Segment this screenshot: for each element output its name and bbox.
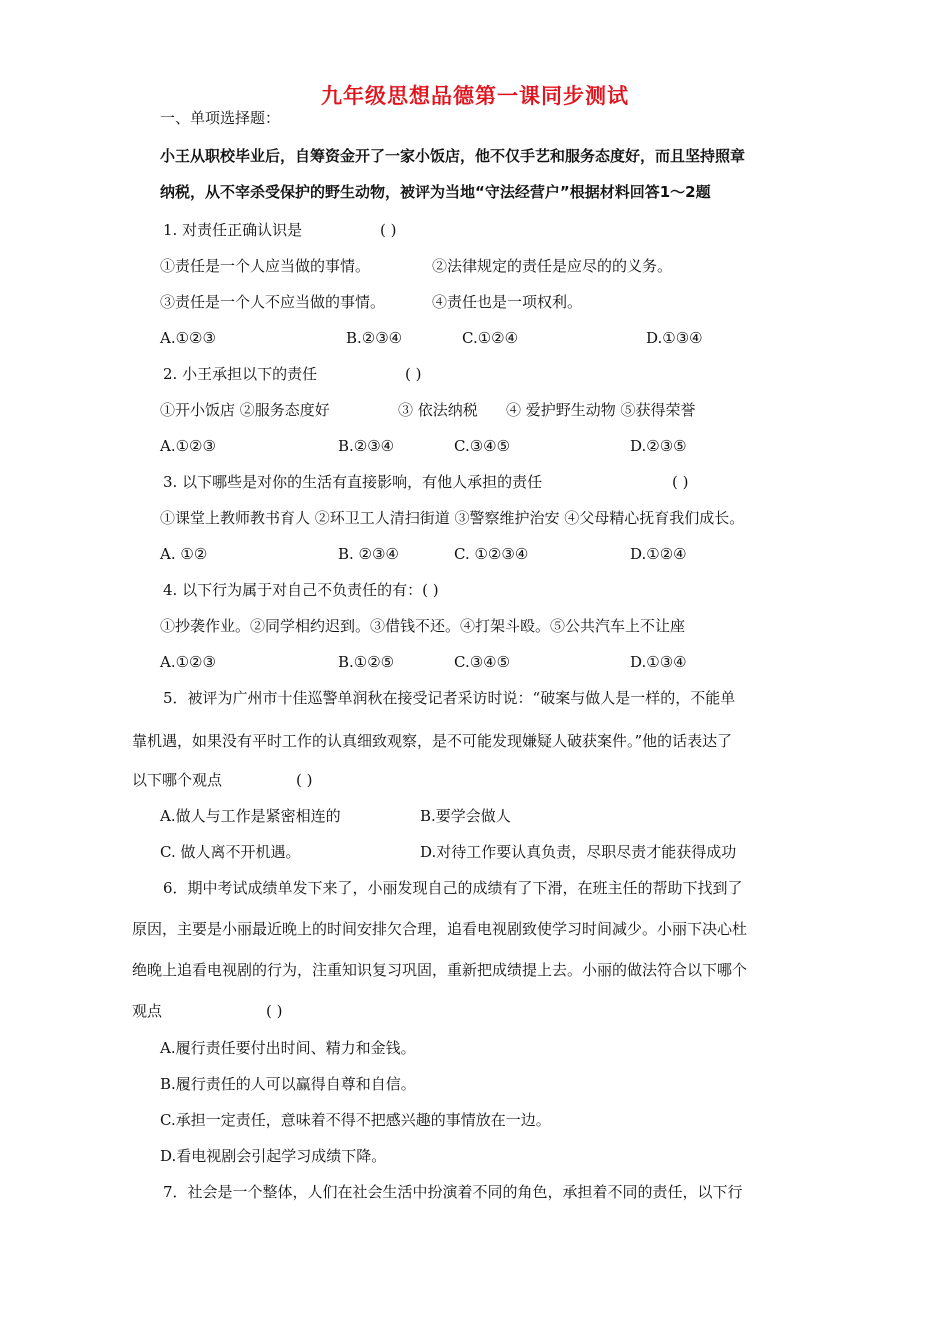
q3-answer-blank: ( ) [672,473,689,491]
q1-statement-1: ①责任是一个人应当做的事情。 [160,257,371,275]
q6-option-c: C.承担一定责任，意味着不得不把感兴趣的事情放在一边。 [160,1111,551,1129]
q2-statement-2: ③ 依法纳税 [398,401,478,419]
q3-option-d: D.①②④ [630,545,687,563]
q3-stem: 3. 以下哪些是对你的生活有直接影响，有他人承担的责任 [163,473,543,491]
q2-option-c: C.③④⑤ [454,437,511,455]
section-heading: 一、单项选择题： [160,109,281,127]
q1-statement-4: ④责任也是一项权利。 [432,293,583,311]
q1-answer-blank: ( ) [380,221,397,239]
q3-option-b: B. ②③④ [338,545,399,563]
q5-option-b: B.要学会做人 [420,807,511,825]
q5-line-2: 靠机遇，如果没有平时工作的认真细致观察，是不可能发现嫌疑人破获案件。”他的话表达了 [132,732,733,750]
q6-line-1: 6．期中考试成绩单发下来了，小丽发现自己的成绩有了下滑，在班主任的帮助下找到了 [163,879,743,897]
q5-answer-blank: ( ) [296,771,313,789]
q4-stem: 4. 以下行为属于对自己不负责任的有：( ) [163,581,439,599]
q1-option-d: D.①③④ [646,329,703,347]
q1-option-a: A.①②③ [160,329,216,347]
q4-option-d: D.①③④ [630,653,687,671]
q6-option-a: A.履行责任要付出时间、精力和金钱。 [160,1039,416,1057]
q1-option-b: B.②③④ [346,329,403,347]
q2-option-a: A.①②③ [160,437,216,455]
q5-option-a: A.做人与工作是紧密相连的 [160,807,341,825]
q6-line-2: 原因，主要是小丽最近晚上的时间安排欠合理，追看电视剧致使学习时间减少。小丽下决心杜 [132,920,748,938]
q4-option-a: A.①②③ [160,653,216,671]
q3-option-a: A. ①② [160,545,208,563]
q2-statement-1: ①开小饭店 ②服务态度好 [160,401,330,419]
q2-answer-blank: ( ) [405,365,422,383]
q2-option-d: D.②③⑤ [630,437,687,455]
q3-statements: ①课堂上教师教书育人 ②环卫工人清扫街道 ③警察维护治安 ④父母精心抚育我们成长。 [160,509,745,527]
q5-line-1: 5．被评为广州市十佳巡警单润秋在接受记者采访时说：“破案与做人是一样的，不能单 [163,689,736,707]
q7-line-1: 7．社会是一个整体，人们在社会生活中扮演着不同的角色，承担着不同的责任，以下行 [163,1183,743,1201]
q6-line-4: 观点 [132,1002,163,1020]
q6-option-b: B.履行责任的人可以赢得自尊和自信。 [160,1075,416,1093]
material-line-1: 小王从职校毕业后，自筹资金开了一家小饭店，他不仅手艺和服务态度好，而且坚持照章 [160,147,746,165]
q1-statement-3: ③责任是一个人不应当做的事情。 [160,293,386,311]
q1-option-c: C.①②④ [462,329,519,347]
page-title: 九年级思想品德第一课同步测试 [321,84,629,108]
q1-stem: 1. 对责任正确认识是 [163,221,303,239]
q6-line-3: 绝晚上追看电视剧的行为，注重知识复习巩固，重新把成绩提上去。小丽的做法符合以下哪个 [132,961,748,979]
material-line-2: 纳税，从不宰杀受保护的野生动物，被评为当地“守法经营户”根据材料回答1～2题 [160,183,711,201]
q5-line-3: 以下哪个观点 [132,771,223,789]
q6-answer-blank: ( ) [266,1002,283,1020]
q5-option-d: D.对待工作要认真负责，尽职尽责才能获得成功 [420,843,737,861]
q6-option-d: D.看电视剧会引起学习成绩下降。 [160,1147,387,1165]
q2-statement-3: ④ 爱护野生动物 ⑤获得荣誉 [506,401,696,419]
q4-statements: ①抄袭作业。②同学相约迟到。③借钱不还。④打架斗殴。⑤公共汽车上不让座 [160,617,686,635]
q5-option-c: C. 做人离不开机遇。 [160,843,301,861]
q3-option-c: C. ①②③④ [454,545,529,563]
q2-stem: 2. 小王承担以下的责任 [163,365,318,383]
q1-statement-2: ②法律规定的责任是应尽的的义务。 [432,257,673,275]
q4-option-c: C.③④⑤ [454,653,511,671]
q4-option-b: B.①②⑤ [338,653,395,671]
q2-option-b: B.②③④ [338,437,395,455]
